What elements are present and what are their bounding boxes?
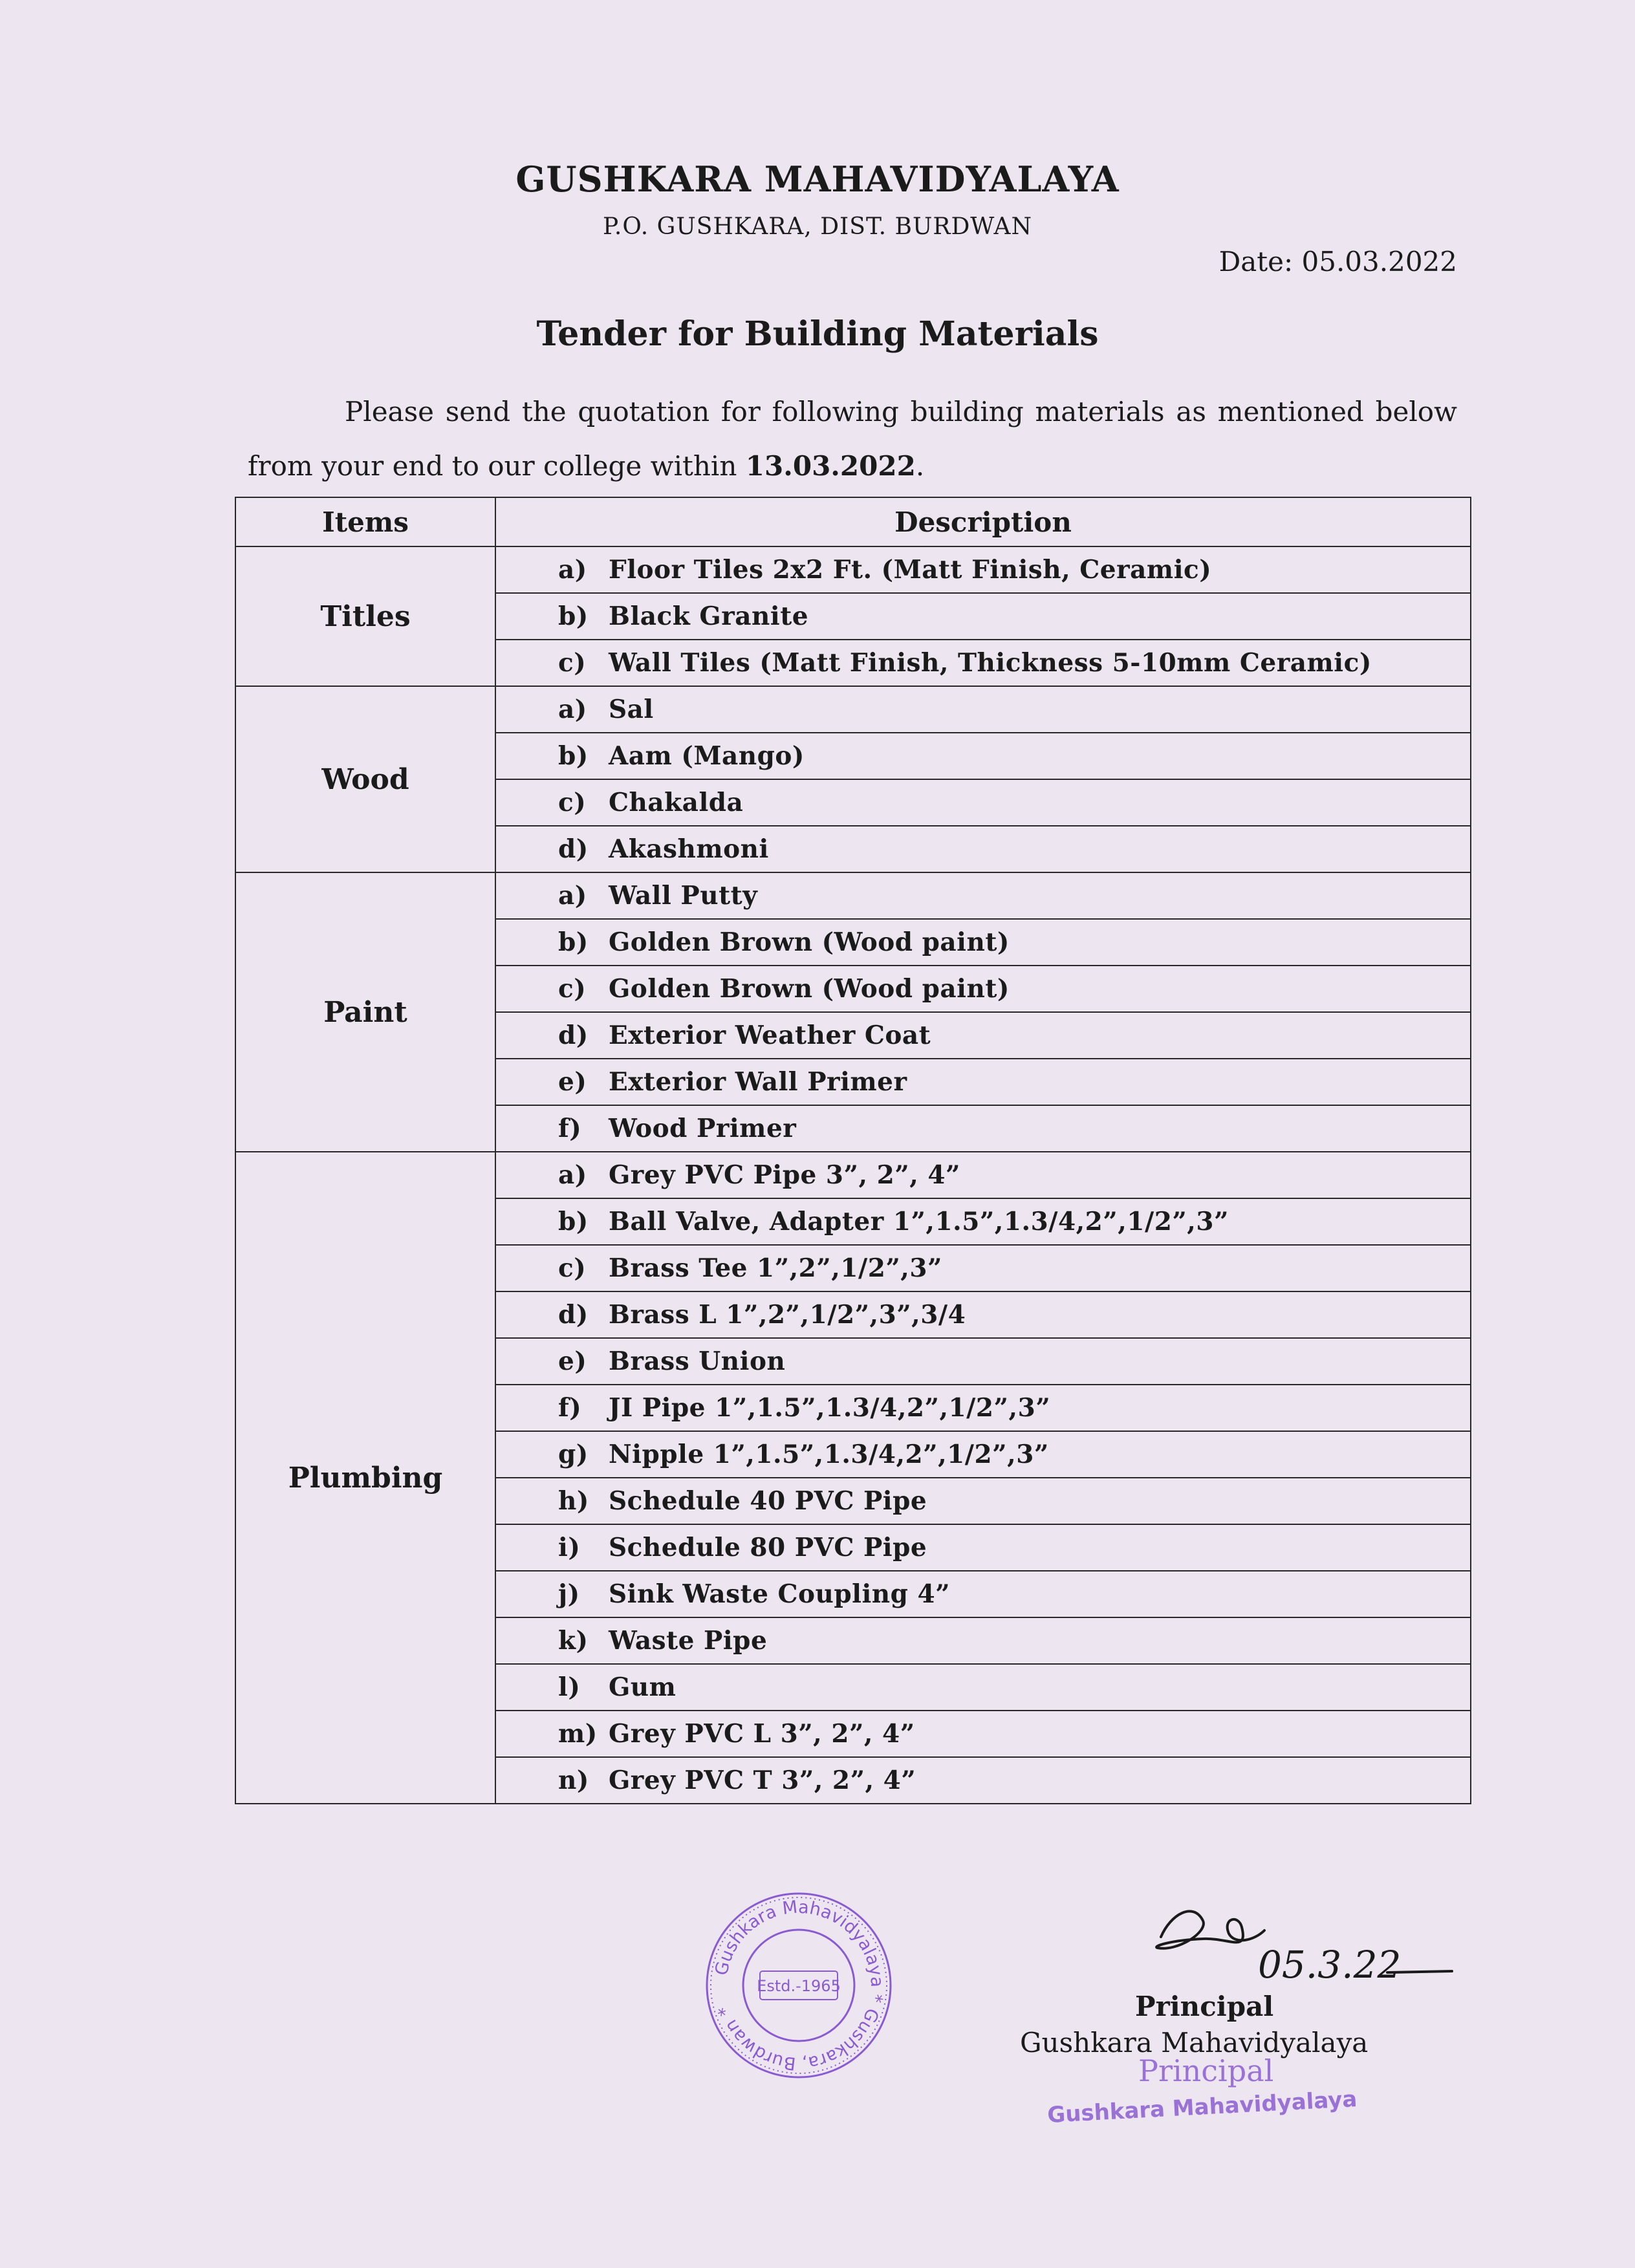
item-label: d) — [558, 1300, 589, 1330]
item-label: l) — [558, 1672, 581, 1702]
item-description — [495, 1664, 1471, 1711]
item-label: a) — [558, 881, 587, 911]
item-description — [495, 1152, 1471, 1198]
principal-seal — [1035, 2044, 1397, 2134]
stamp-outer-text: Gushkara Mahavidyalaya * Gushkara, Burdwan * — [711, 1897, 887, 2074]
item-label: a) — [558, 555, 587, 585]
item-description — [495, 779, 1471, 826]
item-label: d) — [558, 1021, 589, 1050]
item-label: a) — [558, 1160, 587, 1190]
item-description — [495, 1338, 1471, 1385]
item-label: e) — [558, 1346, 587, 1376]
item-text: Sink Waste Coupling 4” — [609, 1579, 951, 1609]
item-text: Akashmoni — [609, 834, 769, 864]
table-row — [235, 872, 1471, 919]
item-label: b) — [558, 741, 589, 771]
item-description — [495, 1385, 1471, 1431]
item-label: f) — [558, 1114, 582, 1143]
item-text: Schedule 40 PVC Pipe — [609, 1486, 927, 1516]
item-label: i) — [558, 1533, 581, 1562]
item-description — [495, 686, 1471, 733]
item-description — [495, 546, 1471, 593]
item-text: Sal — [609, 695, 654, 724]
item-label: a) — [558, 695, 587, 724]
item-text: Nipple 1”,1.5”,1.3/4,2”,1/2”,3” — [609, 1440, 1049, 1469]
table-row — [235, 1152, 1471, 1198]
item-description — [495, 1291, 1471, 1338]
item-label: b) — [558, 1207, 589, 1237]
item-text: Exterior Weather Coat — [609, 1021, 931, 1050]
intro-text: Please send the quotation for following building materials as mentioned below from your end to our college within — [248, 396, 1457, 482]
item-label: c) — [558, 1253, 587, 1283]
item-text: Wall Putty — [609, 881, 758, 911]
item-group-titles: Titles — [235, 546, 495, 686]
item-text: Wall Tiles (Matt Finish, Thickness 5-10mm Ceramic) — [609, 648, 1372, 678]
item-group-paint: Paint — [235, 872, 495, 1152]
signatory-college: Gushkara Mahavidyalaya — [1020, 2027, 1369, 2058]
item-description — [495, 872, 1471, 919]
item-text: Black Granite — [609, 601, 809, 631]
item-text: Brass Tee 1”,2”,1/2”,3” — [609, 1253, 942, 1283]
item-label: c) — [558, 788, 587, 817]
item-text: Brass Union — [609, 1346, 786, 1376]
intro-end: . — [915, 450, 925, 482]
table-row — [235, 546, 1471, 593]
item-text: Chakalda — [609, 788, 744, 817]
item-description — [495, 593, 1471, 640]
item-label: d) — [558, 834, 589, 864]
item-label: b) — [558, 601, 589, 631]
college-stamp — [702, 1888, 896, 2082]
item-text: Grey PVC Pipe 3”, 2”, 4” — [609, 1160, 960, 1190]
item-label: k) — [558, 1626, 589, 1656]
item-text: Gum — [609, 1672, 677, 1702]
item-description — [495, 1105, 1471, 1152]
item-label: c) — [558, 648, 587, 678]
intro-paragraph — [248, 385, 1457, 493]
item-text: Ball Valve, Adapter 1”,1.5”,1.3/4,2”,1/2”,3” — [609, 1207, 1229, 1237]
item-label: b) — [558, 927, 589, 957]
table-header-row — [235, 497, 1471, 546]
item-description — [495, 1478, 1471, 1524]
header-items: Items — [235, 497, 495, 546]
college-name: GUSHKARA MAHAVIDYALAYA — [515, 158, 1120, 200]
item-label: m) — [558, 1719, 598, 1749]
principal-signature — [1132, 1875, 1455, 2005]
item-label: j) — [558, 1579, 580, 1609]
seal-college: Gushkara Mahavidyalaya — [1046, 2086, 1358, 2128]
item-description — [495, 640, 1471, 686]
item-text: Golden Brown (Wood paint) — [609, 974, 1010, 1004]
item-label: e) — [558, 1067, 587, 1097]
stamp-estd-text: Estd.-1965 — [757, 1977, 841, 1995]
item-description — [495, 1012, 1471, 1059]
item-description — [495, 919, 1471, 966]
document-date: Date: 05.03.2022 — [1218, 246, 1457, 277]
header-description: Description — [495, 497, 1471, 546]
item-description — [495, 1431, 1471, 1478]
item-text: Wood Primer — [609, 1114, 797, 1143]
item-label: h) — [558, 1486, 589, 1516]
item-description — [495, 826, 1471, 872]
item-label: g) — [558, 1440, 589, 1469]
item-text: Waste Pipe — [609, 1626, 768, 1656]
item-group-wood: Wood — [235, 686, 495, 872]
item-text: Golden Brown (Wood paint) — [609, 927, 1010, 957]
item-description — [495, 1245, 1471, 1291]
item-description — [495, 1198, 1471, 1245]
item-text: Grey PVC T 3”, 2”, 4” — [609, 1766, 916, 1795]
item-description — [495, 1571, 1471, 1617]
item-text: Aam (Mango) — [609, 741, 805, 771]
item-description — [495, 1711, 1471, 1757]
intro-deadline: 13.03.2022 — [745, 450, 916, 482]
item-label: c) — [558, 974, 587, 1004]
item-group-plumbing: Plumbing — [235, 1152, 495, 1804]
item-description — [495, 1524, 1471, 1571]
table-body — [235, 546, 1471, 1804]
materials-table — [235, 497, 1471, 1804]
college-address: P.O. GUSHKARA, DIST. BURDWAN — [602, 213, 1033, 240]
item-text: Schedule 80 PVC Pipe — [609, 1533, 927, 1562]
signatory-title: Principal — [1135, 1991, 1274, 2022]
tender-subject: Tender for Building Materials — [536, 314, 1099, 354]
item-label: f) — [558, 1393, 582, 1423]
item-text: JI Pipe 1”,1.5”,1.3/4,2”,1/2”,3” — [609, 1393, 1051, 1423]
item-label: n) — [558, 1766, 589, 1795]
item-description — [495, 1617, 1471, 1664]
item-description — [495, 1059, 1471, 1105]
item-text: Brass L 1”,2”,1/2”,3”,3/4 — [609, 1300, 966, 1330]
item-description — [495, 1757, 1471, 1804]
item-text: Grey PVC L 3”, 2”, 4” — [609, 1719, 915, 1749]
item-text: Floor Tiles 2x2 Ft. (Matt Finish, Ceramic) — [609, 555, 1212, 585]
signature-date: 05.3.22 — [1258, 1943, 1402, 1987]
table-row — [235, 686, 1471, 733]
item-description — [495, 733, 1471, 779]
item-text: Exterior Wall Primer — [609, 1067, 907, 1097]
item-description — [495, 966, 1471, 1012]
seal-title: Principal — [1138, 2053, 1274, 2088]
